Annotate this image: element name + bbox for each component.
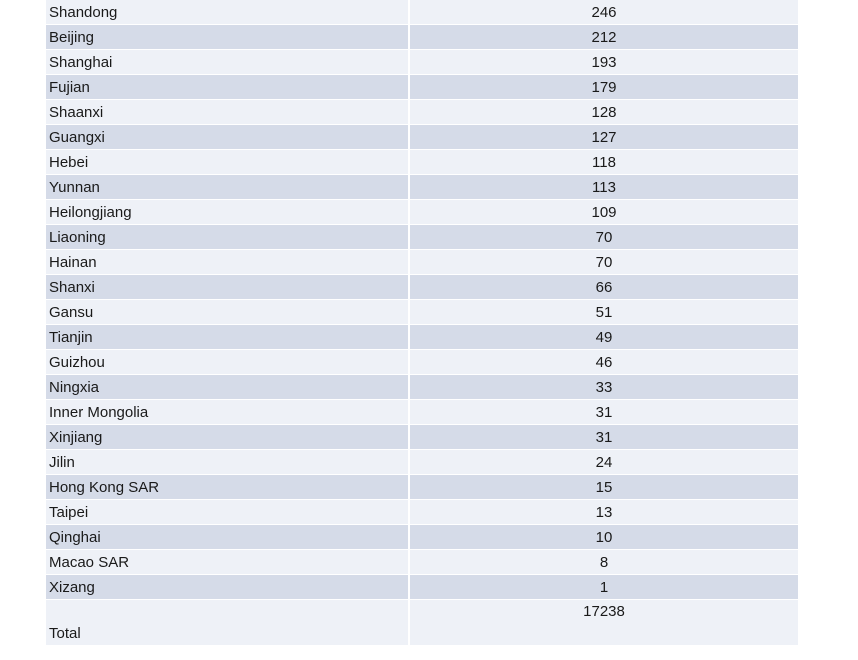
table-row [46, 400, 798, 424]
count-cell: 46 [410, 350, 798, 374]
region-name-cell: Hainan [46, 250, 408, 274]
region-name-cell: Shaanxi [46, 100, 408, 124]
table-row [46, 550, 798, 574]
table-row [46, 200, 798, 224]
count-cell: 193 [410, 50, 798, 74]
count-cell: 109 [410, 200, 798, 224]
count-cell: 127 [410, 125, 798, 149]
region-name-cell: Taipei [46, 500, 408, 524]
region-name-cell: Fujian [46, 75, 408, 99]
count-cell: 51 [410, 300, 798, 324]
region-name-cell: Ningxia [46, 375, 408, 399]
region-name-cell: Shanxi [46, 275, 408, 299]
count-cell: 66 [410, 275, 798, 299]
table-body [46, 0, 798, 599]
table-row [46, 275, 798, 299]
count-cell: 113 [410, 175, 798, 199]
table-row [46, 325, 798, 349]
table-row [46, 125, 798, 149]
region-name-cell: Macao SAR [46, 550, 408, 574]
total-row [46, 600, 798, 645]
table-row [46, 100, 798, 124]
count-cell: 13 [410, 500, 798, 524]
region-name-cell: Shandong [46, 0, 408, 24]
table-row [46, 500, 798, 524]
table-row [46, 225, 798, 249]
region-name-cell: Yunnan [46, 175, 408, 199]
count-cell: 70 [410, 250, 798, 274]
table-row [46, 475, 798, 499]
region-name-cell: Guangxi [46, 125, 408, 149]
region-name-cell: Beijing [46, 25, 408, 49]
table-row [46, 175, 798, 199]
count-cell: 49 [410, 325, 798, 349]
region-name-cell: Shanghai [46, 50, 408, 74]
region-name-cell: Tianjin [46, 325, 408, 349]
count-cell: 24 [410, 450, 798, 474]
region-name-cell: Qinghai [46, 525, 408, 549]
count-cell: 10 [410, 525, 798, 549]
table-row [46, 300, 798, 324]
count-cell: 31 [410, 425, 798, 449]
region-name-cell: Guizhou [46, 350, 408, 374]
count-cell: 212 [410, 25, 798, 49]
table-row [46, 150, 798, 174]
table-row [46, 375, 798, 399]
count-cell: 8 [410, 550, 798, 574]
region-name-cell: Inner Mongolia [46, 400, 408, 424]
table-row [46, 350, 798, 374]
count-cell: 33 [410, 375, 798, 399]
total-value: 17238 [410, 600, 798, 645]
region-name-cell: Heilongjiang [46, 200, 408, 224]
table-row [46, 75, 798, 99]
region-name-cell: Gansu [46, 300, 408, 324]
total-label: Total [46, 600, 408, 645]
count-cell: 179 [410, 75, 798, 99]
region-name-cell: Xinjiang [46, 425, 408, 449]
table-row [46, 525, 798, 549]
table-row [46, 250, 798, 274]
table-row [46, 0, 798, 24]
table-row [46, 575, 798, 599]
count-cell: 15 [410, 475, 798, 499]
count-cell: 246 [410, 0, 798, 24]
table-row [46, 450, 798, 474]
count-cell: 31 [410, 400, 798, 424]
region-name-cell: Liaoning [46, 225, 408, 249]
region-name-cell: Jilin [46, 450, 408, 474]
table-row [46, 425, 798, 449]
region-name-cell: Xizang [46, 575, 408, 599]
count-cell: 1 [410, 575, 798, 599]
table-row [46, 25, 798, 49]
count-cell: 128 [410, 100, 798, 124]
table-row [46, 50, 798, 74]
region-name-cell: Hong Kong SAR [46, 475, 408, 499]
count-cell: 70 [410, 225, 798, 249]
count-cell: 118 [410, 150, 798, 174]
region-name-cell: Hebei [46, 150, 408, 174]
region-count-table [46, 0, 798, 646]
